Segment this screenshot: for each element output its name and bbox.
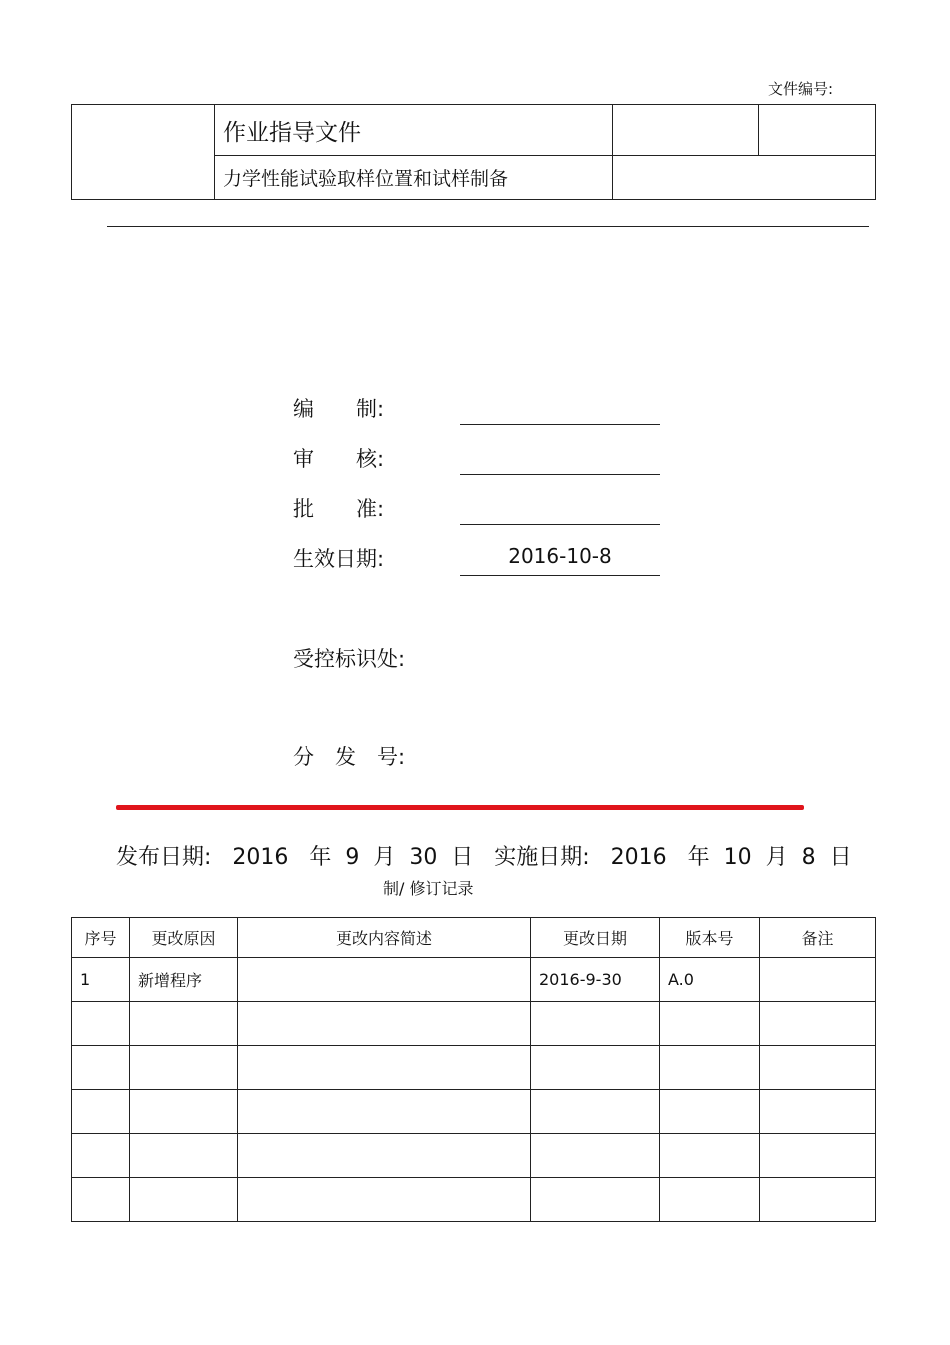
column-header-summary: 更改内容简述 [238,918,531,958]
cell-summary [238,1046,531,1090]
table-row [72,1002,876,1046]
cell-reason [130,1178,238,1222]
approved-by-field[interactable] [460,524,660,525]
header-cell-empty [613,105,759,156]
cell-reason [130,1046,238,1090]
table-row [72,1046,876,1090]
table-row [72,1090,876,1134]
revision-record-table [71,917,876,1222]
table-row [72,1178,876,1222]
cell-version [660,1178,760,1222]
cell-date: 2016-9-30 [531,958,660,1002]
cell-version [660,1134,760,1178]
cell-seq [72,1178,130,1222]
cell-version [660,1046,760,1090]
cell-version: A.0 [660,958,760,1002]
cell-seq [72,1090,130,1134]
cell-date [531,1090,660,1134]
red-divider [116,805,804,810]
document-number-label: 文件编号: [768,80,834,98]
cell-date [531,1046,660,1090]
cell-summary [238,1178,531,1222]
table-row [72,958,876,1002]
header-divider [107,226,869,227]
cell-date [531,1178,660,1222]
reviewed-by-field[interactable] [460,474,660,475]
cell-version [660,1090,760,1134]
distribution-number-label: 分 发 号: [293,745,406,769]
cell-reason [130,1002,238,1046]
cell-date [531,1002,660,1046]
column-header-reason: 更改原因 [130,918,238,958]
effective-date-field[interactable] [460,575,660,576]
cell-reason [130,1090,238,1134]
cell-date [531,1134,660,1178]
release-implementation-dates: 发布日期: 2016 年 9 月 30 日 实施日期: 2016 年 10 月 8 日 [116,845,852,870]
cell-remarks [760,958,876,1002]
reviewed-by-label: 审 核: [293,447,385,471]
cell-remarks [760,1046,876,1090]
cell-remarks [760,1002,876,1046]
revision-record-caption: 制/ 修订记录 [383,879,474,898]
logo-cell [72,105,215,200]
cell-reason [130,1134,238,1178]
table-header-row [72,918,876,958]
approved-by-label: 批 准: [293,497,385,521]
table-row [72,1134,876,1178]
column-header-remarks: 备注 [760,918,876,958]
cell-remarks [760,1134,876,1178]
cell-reason: 新增程序 [130,958,238,1002]
cell-seq: 1 [72,958,130,1002]
cell-summary [238,1002,531,1046]
column-header-date: 更改日期 [531,918,660,958]
cell-remarks [760,1178,876,1222]
effective-date-label: 生效日期: [293,547,385,571]
effective-date-value: 2016-10-8 [508,544,612,568]
cell-summary [238,958,531,1002]
cell-remarks [760,1090,876,1134]
document-header-table [71,104,876,200]
header-cell-empty [613,156,876,200]
cell-version [660,1002,760,1046]
header-cell-empty [759,105,876,156]
prepared-by-field[interactable] [460,424,660,425]
document-title: 作业指导文件 [215,105,613,156]
column-header-seq: 序号 [72,918,130,958]
controlled-mark-label: 受控标识处: [293,647,406,671]
cell-seq [72,1002,130,1046]
cell-seq [72,1134,130,1178]
cell-summary [238,1090,531,1134]
document-subtitle: 力学性能试验取样位置和试样制备 [215,156,613,200]
cell-seq [72,1046,130,1090]
column-header-version: 版本号 [660,918,760,958]
prepared-by-label: 编 制: [293,397,385,421]
cell-summary [238,1134,531,1178]
